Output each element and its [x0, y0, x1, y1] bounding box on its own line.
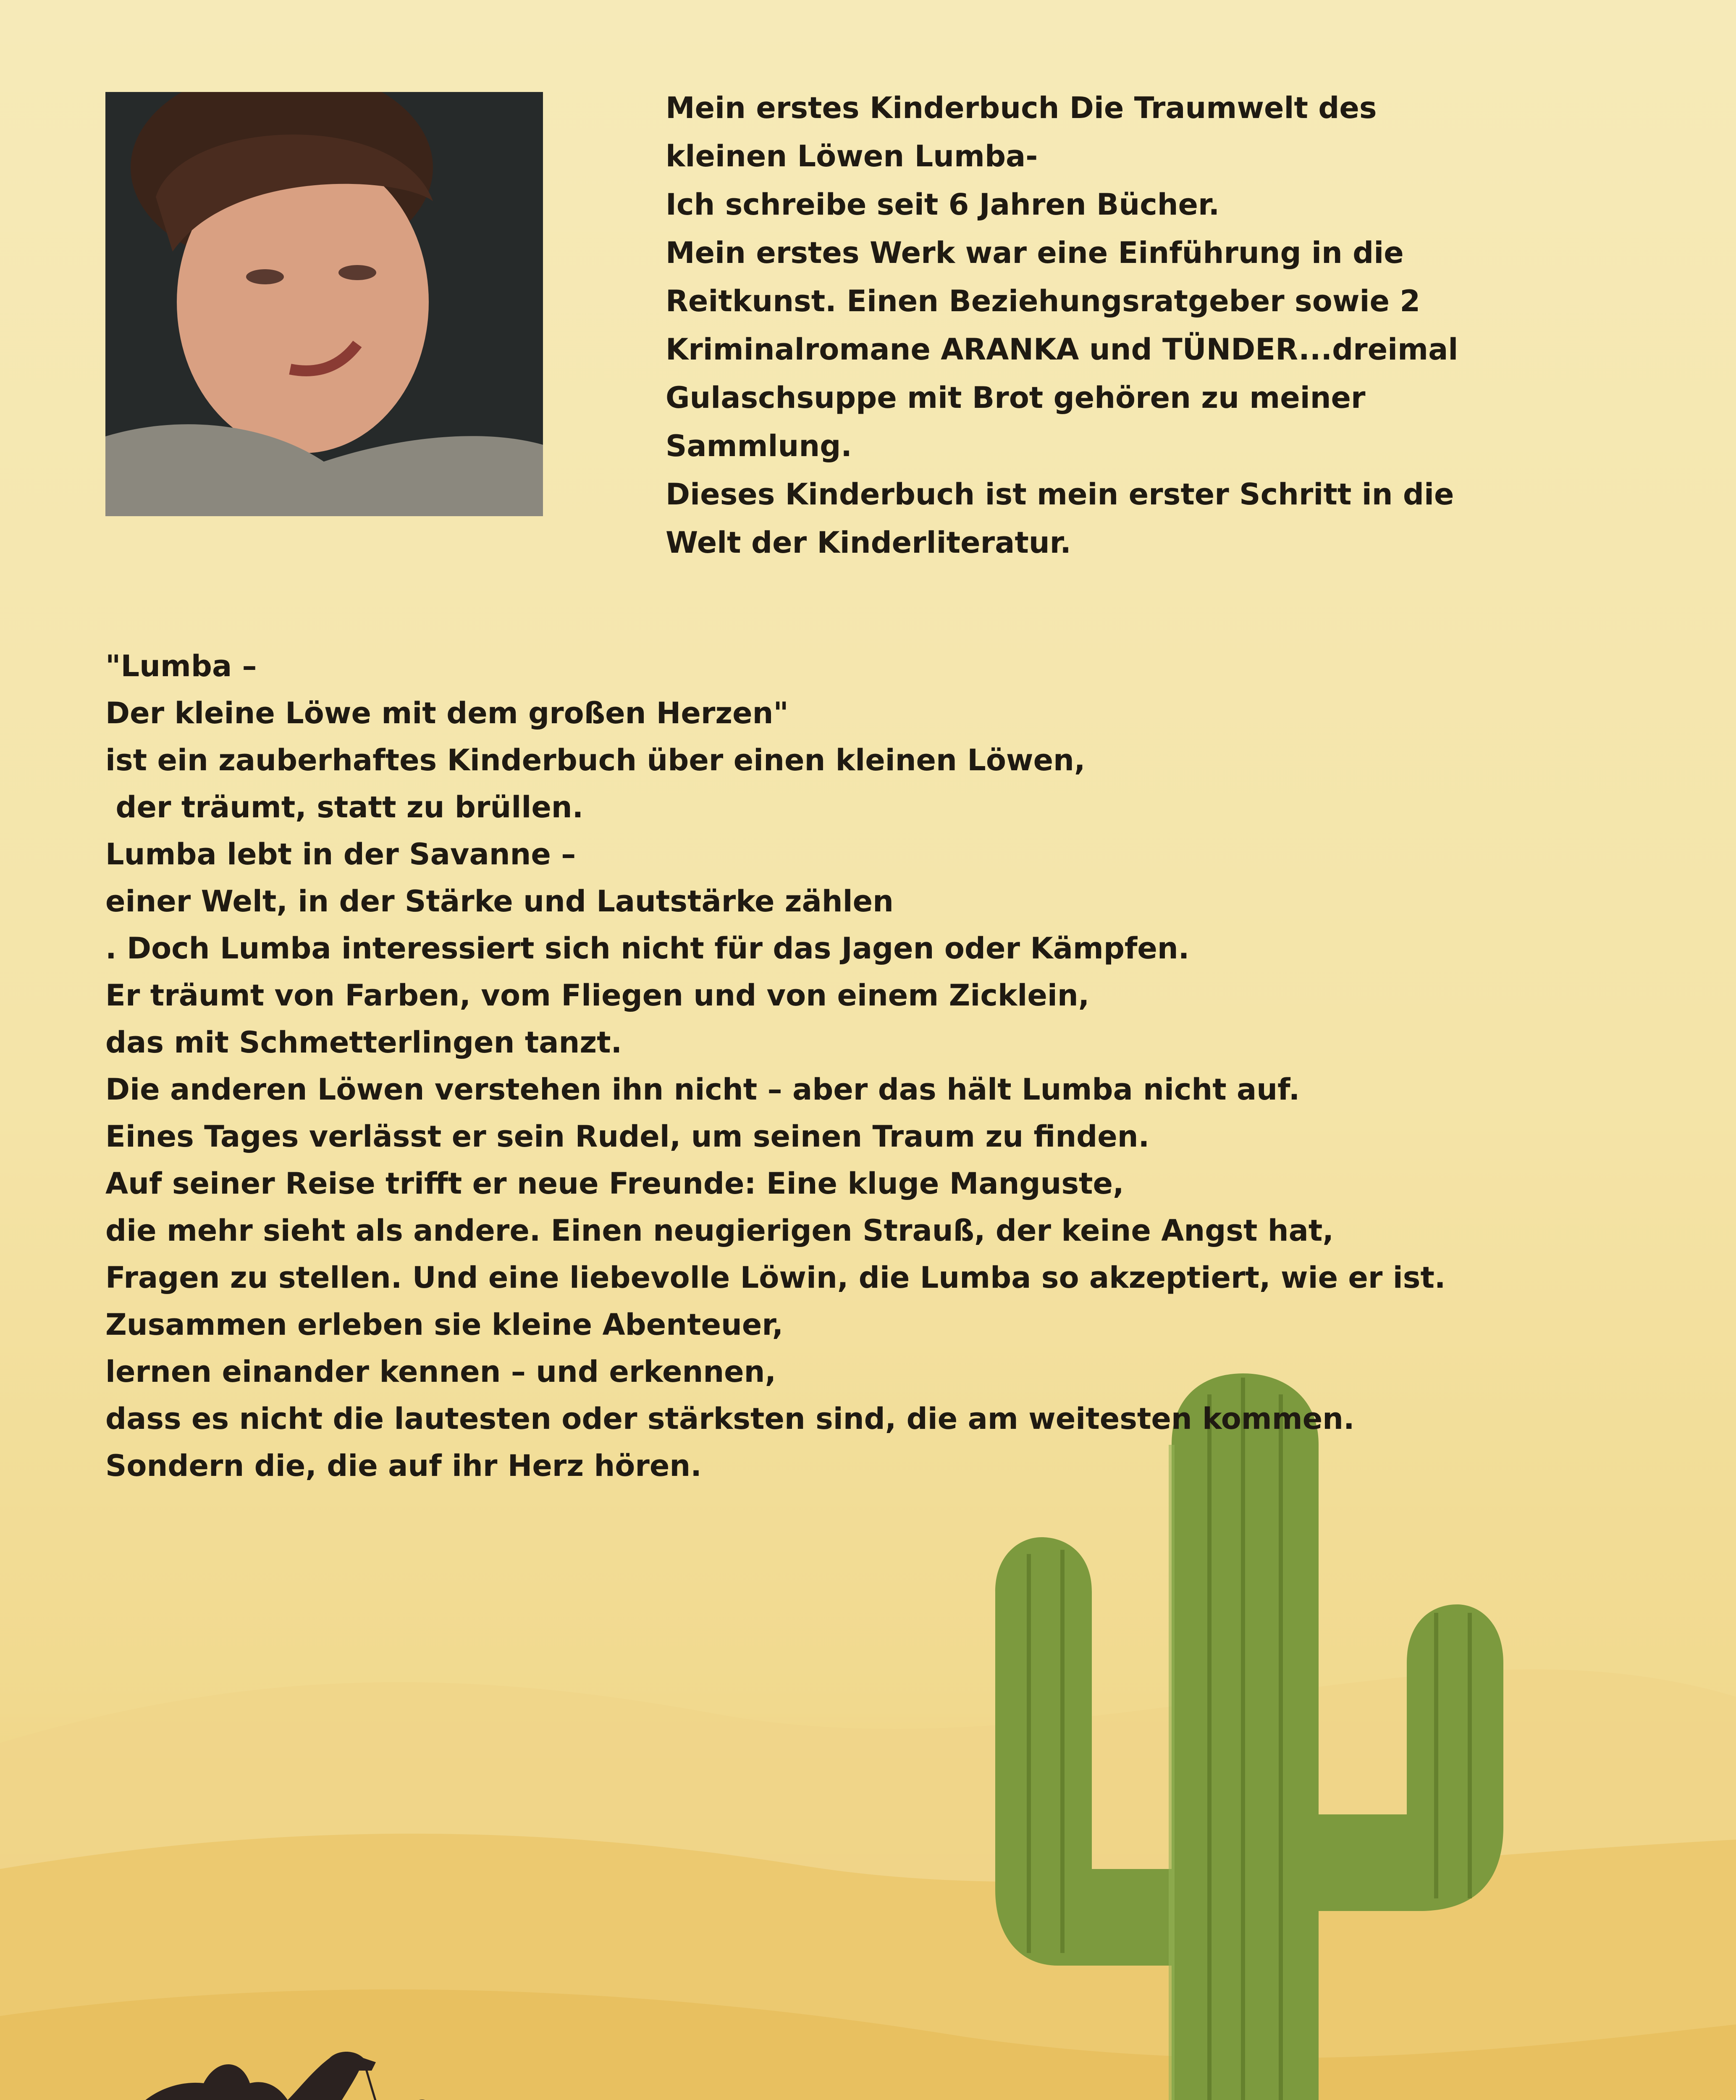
author-bio: [666, 84, 1547, 567]
bio-line: Reitkunst. Einen Beziehungsratgeber sowie 2: [666, 284, 1421, 318]
bio-line: Mein erstes Werk war eine Einführung in die: [666, 236, 1404, 270]
blurb-line: lernen einander kennen – und erkennen,: [105, 1354, 776, 1389]
blurb-line: Zusammen erleben sie kleine Abenteuer,: [105, 1307, 784, 1342]
bio-line: Sammlung.: [666, 429, 852, 463]
camel-caravan-icon: [103, 2033, 464, 2100]
bio-line: Kriminalromane ARANKA und TÜNDER...dreimal: [666, 332, 1458, 367]
lead-rope: [365, 2066, 405, 2100]
bio-line: Dieses Kinderbuch ist mein erster Schritt in die: [666, 477, 1454, 512]
bio-line: Ich schreibe seit 6 Jahren Bücher.: [666, 187, 1220, 222]
blurb-line: Lumba lebt in der Savanne –: [105, 837, 576, 872]
bio-line: Mein erstes Kinderbuch Die Traumwelt des: [666, 91, 1377, 125]
camel-icon: [110, 2052, 376, 2100]
blurb-line: der träumt, statt zu brüllen.: [105, 790, 584, 824]
blurb-line: "Lumba –: [105, 649, 257, 683]
blurb-line: Der kleine Löwe mit dem großen Herzen": [105, 696, 789, 730]
blurb-line: Er träumt von Farben, vom Fliegen und von einem Zicklein,: [105, 978, 1090, 1013]
blurb-line: die mehr sieht als andere. Einen neugierigen Strauß, der keine Angst hat,: [105, 1213, 1334, 1248]
blurb-line: Sondern die, die auf ihr Herz hören.: [105, 1449, 702, 1483]
blurb-line: Die anderen Löwen verstehen ihn nicht – aber das hält Lumba nicht auf.: [105, 1072, 1300, 1107]
bio-line: Welt der Kinderliteratur.: [666, 525, 1071, 560]
blurb-line: Fragen zu stellen. Und eine liebevolle Löwin, die Lumba so akzeptiert, wie er ist.: [105, 1260, 1446, 1295]
bio-line: kleinen Löwen Lumba-: [666, 139, 1038, 173]
blurb-line: Auf seiner Reise trifft er neue Freunde: Eine kluge Manguste,: [105, 1166, 1124, 1201]
bio-line: Gulaschsuppe mit Brot gehören zu meiner: [666, 381, 1366, 415]
blurb-line: . Doch Lumba interessiert sich nicht für das Jagen oder Kämpfen.: [105, 931, 1190, 966]
blurb-line: das mit Schmetterlingen tanzt.: [105, 1025, 622, 1060]
blurb-line: dass es nicht die lautesten oder stärksten sind, die am weitesten kommen.: [105, 1402, 1355, 1436]
blurb-line: einer Welt, in der Stärke und Lautstärke zählen: [105, 884, 894, 919]
author-photo: [105, 92, 543, 516]
book-blurb: [105, 643, 1446, 1489]
blurb-line: ist ein zauberhaftes Kinderbuch über einen kleinen Löwen,: [105, 743, 1086, 777]
blurb-line: Eines Tages verlässt er sein Rudel, um seinen Traum zu finden.: [105, 1119, 1150, 1154]
